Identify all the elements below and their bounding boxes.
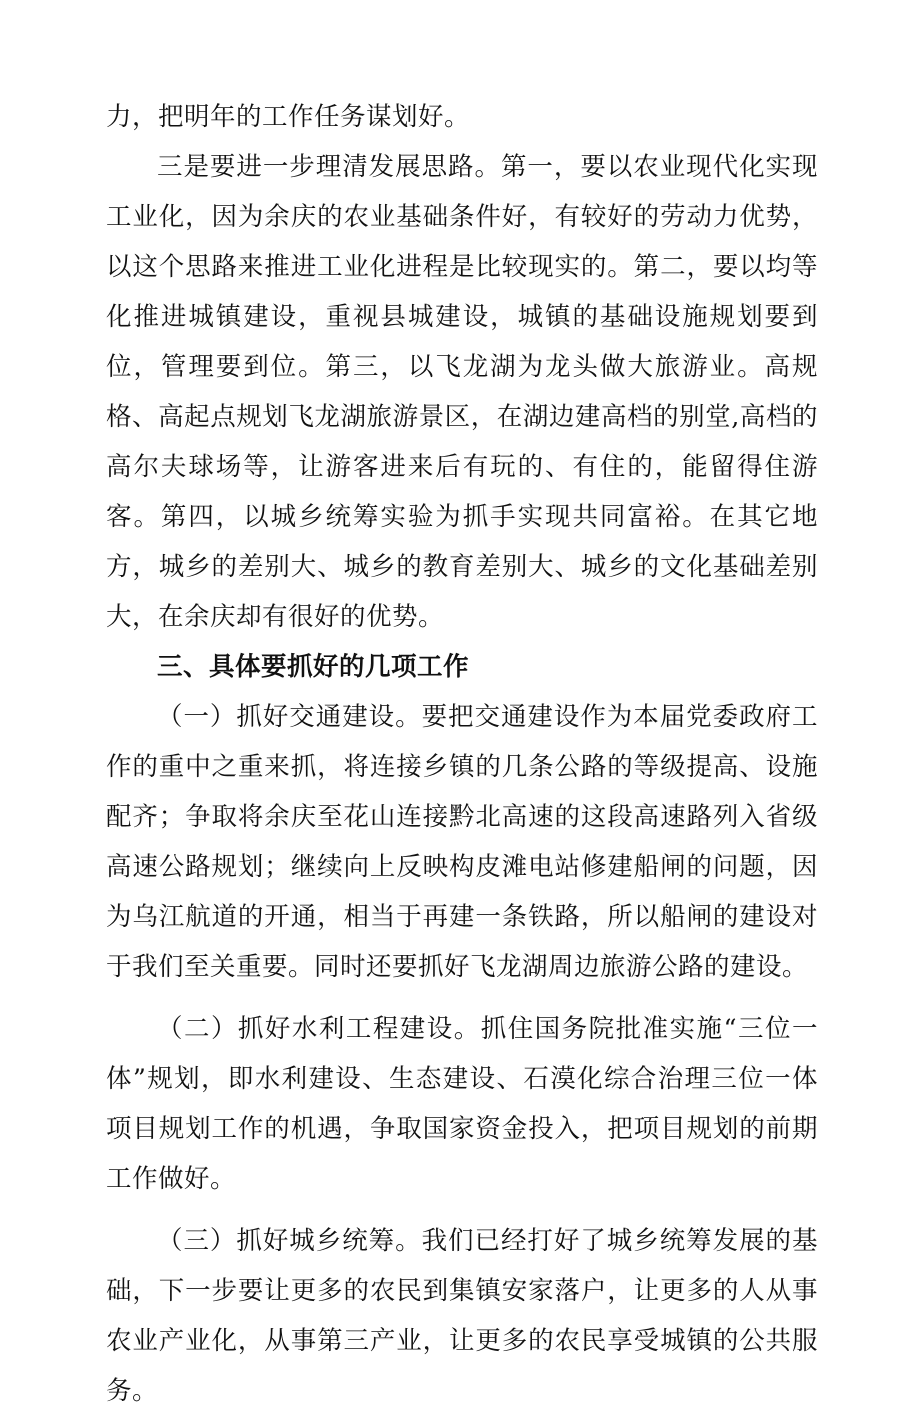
paragraph-water-conservancy: （二）抓好水利工程建设。抓住国务院批准实施“三位一体”规划，即水利建设、生态建设、石漠化综合治理三位一体项目规划工作的机遇，争取国家资金投入，把项目规划的前期工作做好。 <box>106 1014 818 1194</box>
section-heading-three: 三、具体要抓好的几项工作 <box>157 652 470 682</box>
paragraph-transport: （一）抓好交通建设。要把交通建设作为本届党委政府工作的重中之重来抓，将连接乡镇的几条公路的等级提高、设施配齐；争取将余庆至花山连接黔北高速的这段高速路列入省级高速公路规划；继续向上反映构皮滩电站修建船闸的问题，因为乌江航道的开通，相当于再建一条铁路，所以船闸的建设对于我们至关重要。同时还要抓好飞龙湖周边旅游公路的建设。 <box>106 702 818 982</box>
document-body <box>106 92 818 1416</box>
paragraph-continuation: 力，把明年的工作任务谋划好。 <box>106 102 471 132</box>
paragraph-development-ideas: 三是要进一步理清发展思路。第一，要以农业现代化实现工业化，因为余庆的农业基础条件好，有较好的劳动力优势，以这个思路来推进工业化进程是比较现实的。第二，要以均等化推进城镇建设，重视县城建设，城镇的基础设施规划要到位，管理要到位。第三，以飞龙湖为龙头做大旅游业。高规格、高起点规划飞龙湖旅游景区，在湖边建高档的别堂,高档的高尔夫球场等，让游客进来后有玩的、有住的，能留得住游客。第四，以城乡统筹实验为抓手实现共同富裕。在其它地方，城乡的差别大、城乡的教育差别大、城乡的文化基础差别大，在余庆却有很好的优势。 <box>106 152 818 632</box>
paragraph-urban-rural: （三）抓好城乡统筹。我们已经打好了城乡统筹发展的基础，下一步要让更多的农民到集镇安家落户，让更多的人从事农业产业化，从事第三产业，让更多的农民享受城镇的公共服务。 <box>106 1226 818 1406</box>
